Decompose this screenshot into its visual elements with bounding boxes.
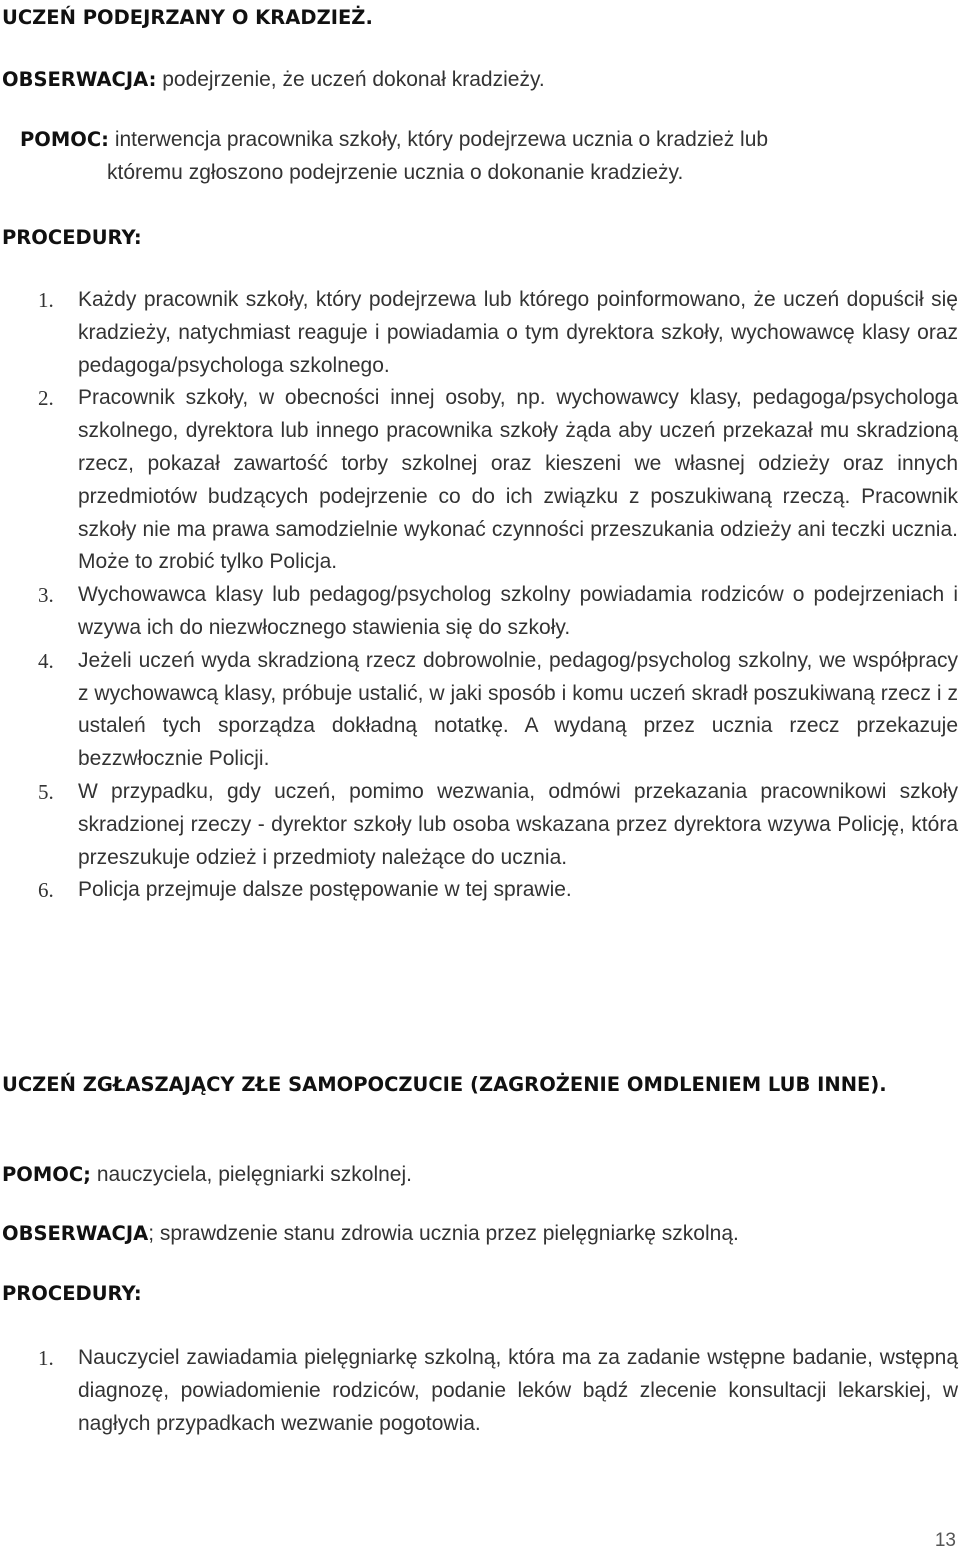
procedures-label-1: [2, 226, 142, 250]
procedure-text: W przypadku, gdy uczeń, pomimo wezwania, odmówi przekazania pracownikowi szkoły skradzionej rzeczy - dyrektor szkoły lub osoba wskazana przez dyrektora wzywa Policję, która przeszukuje odzież i przedmioty należące do ucznia.: [78, 779, 958, 869]
help-text-2: któremu zgłoszono podejrzenie ucznia o dokonanie kradzieży.: [107, 161, 684, 184]
procedure-number: 5.: [38, 779, 54, 804]
observation-label: OBSERWACJA:: [2, 68, 157, 91]
observation-text: podejrzenie, że uczeń dokonał kradzieży.: [162, 68, 545, 91]
procedure-text: Pracownik szkoły, w obecności innej osoby, np. wychowawcy klasy, pedagoga/psychologa szkolnego, dyrektora lub innego pracownika szkoły żąda aby uczeń przekazał mu skradzioną rzecz, pokazał zawartość torby szkolnej oraz kieszeni we własnej odzieży oraz innych przedmiotów budzących podejrzenie co do ich związku z poszukiwaną rzeczą. Pracownik szkoły nie ma prawa samodzielnie wykonać czynności przeszukania odzieży ani teczki ucznia. Może to zrobić tylko Policja.: [78, 386, 958, 574]
help-text: interwencja pracownika szkoły, który podejrzewa ucznia o kradzież lub: [114, 128, 769, 151]
help-label-section2: POMOC;: [2, 1163, 91, 1186]
section-title-theft: UCZEŃ PODEJRZANY O KRADZIEŻ.: [2, 6, 373, 29]
procedure-item: [0, 645, 960, 776]
procedure-list-theft: [0, 284, 960, 907]
page-number: 13: [934, 1530, 956, 1551]
procedure-text: Jeżeli uczeń wyda skradzioną rzecz dobrowolnie, pedagog/psycholog szkolny, we współpracy z wychowawcą klasy, próbuje ustalić, w jaki sposób i komu uczeń skradł poszukiwaną rzecz i z ustaleń tych sporządza dokładną notatkę. A wydaną przez ucznia rzecz przekazuje bezzwłocznie Policji.: [78, 648, 958, 771]
procedure-text: Każdy pracownik szkoły, który podejrzewa lub którego poinformowano, że uczeń dopuścił się kradzieży, natychmiast reaguje i powiadamia o tym dyrektora szkoły, wychowawcę klasy oraz pedagoga/psychologa szkolnego.: [78, 288, 958, 377]
procedure-text: Nauczyciel zawiadamia pielęgniarkę szkolną, która ma za zadanie wstępne badanie, wstępną diagnozę, powiadomienie rodziców, podanie leków bądź zlecenie konsultacji lekarskiej, w nagłych przypadkach wezwanie pogotowia.: [78, 1346, 958, 1435]
procedure-number: 1.: [38, 288, 54, 312]
section-title-illness: UCZEŃ ZGŁASZAJĄCY ZŁE SAMOPOCZUCIE (ZAGROŻENIE OMDLENIEM LUB INNE).: [2, 1073, 887, 1096]
procedure-number: 6.: [38, 878, 54, 903]
procedure-text: Wychowawca klasy lub pedagog/psycholog szkolny powiadamia rodziców o podejrzeniach i wzywa ich do niezwłocznego stawienia się do szkoły.: [78, 583, 958, 639]
observation-line: [2, 68, 545, 92]
procedures-label-2: [2, 1282, 142, 1306]
help-line-section2: [2, 1163, 412, 1187]
help-line: [20, 128, 768, 152]
procedure-number: 3.: [38, 583, 54, 608]
procedure-number: 4.: [38, 648, 54, 673]
procedures-heading-section2: PROCEDURY:: [2, 1282, 142, 1305]
procedures-heading: PROCEDURY:: [2, 226, 142, 249]
procedure-item: [0, 874, 960, 907]
procedure-item: [0, 776, 960, 874]
procedure-text: Policja przejmuje dalsze postępowanie w tej sprawie.: [78, 878, 572, 902]
help-text-section2: nauczyciela, pielęgniarki szkolnej.: [96, 1163, 412, 1186]
observation-text-section2: ; sprawdzenie stanu zdrowia ucznia przez pielęgniarkę szkolną.: [148, 1222, 739, 1245]
procedure-number: 2.: [38, 386, 54, 411]
help-line-2: [107, 161, 683, 185]
procedure-number: 1.: [38, 1346, 54, 1370]
procedure-list-illness: [0, 1342, 960, 1440]
procedure-item: [0, 579, 960, 645]
procedure-item: [0, 1342, 960, 1440]
procedure-item: [0, 382, 960, 579]
observation-label-section2: OBSERWACJA: [2, 1222, 149, 1245]
observation-line-section2: [2, 1222, 739, 1246]
help-label: POMOC:: [20, 128, 109, 151]
procedure-item: [0, 284, 960, 382]
